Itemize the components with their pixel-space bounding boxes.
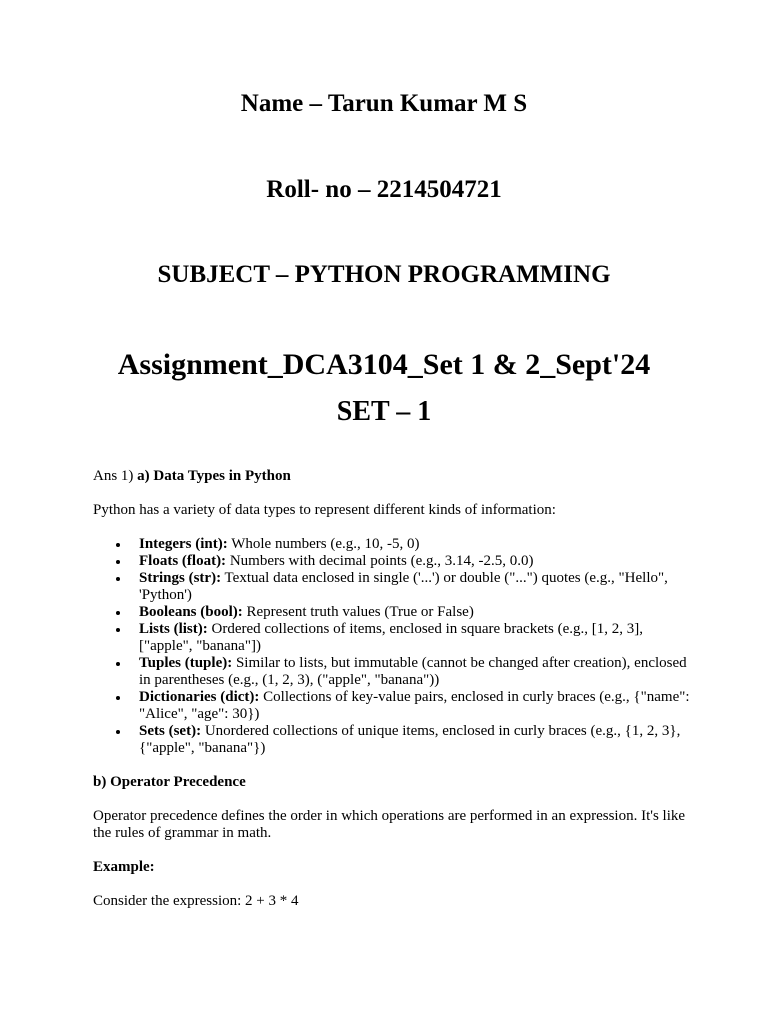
set-title: SET – 1 — [336, 396, 432, 427]
list-item-desc: Similar to lists, but immutable (cannot be changed after creation), enclosed in parentheses (e.g., (1, 2, 3), ("apple", "banana")) — [139, 655, 687, 688]
list-item — [93, 604, 693, 621]
document-body — [93, 468, 693, 910]
list-item-desc: Ordered collections of items, enclosed in square brackets (e.g., [1, 2, 3], ["apple", "banana"]) — [139, 621, 644, 654]
list-item — [93, 536, 693, 553]
answer-title: a) Data Types in Python — [137, 468, 291, 484]
list-item — [93, 621, 693, 655]
list-item — [93, 655, 693, 689]
data-types-list — [93, 536, 693, 757]
list-item-term: Lists (list): — [139, 621, 208, 637]
assignment-title: Assignment_DCA3104_Set 1 & 2_Sept'24 — [117, 348, 651, 381]
list-item-desc: Textual data enclosed in single ('...') or double ("...") quotes (e.g., "Hello", 'Python') — [139, 570, 668, 603]
list-item-desc: Represent truth values (True or False) — [242, 604, 474, 620]
example-heading: Example: — [93, 859, 155, 875]
list-item-desc: Unordered collections of unique items, enclosed in curly braces (e.g., {1, 2, 3}, {"apple", "banana"}) — [139, 723, 681, 756]
list-item — [93, 570, 693, 604]
list-item-desc: Collections of key-value pairs, enclosed in curly braces (e.g., {"name": "Alice", "age": 30}) — [139, 689, 690, 722]
list-item-desc: Numbers with decimal points (e.g., 3.14, -2.5, 0.0) — [226, 553, 534, 569]
list-item-term: Dictionaries (dict): — [139, 689, 260, 705]
list-item-term: Booleans (bool): — [139, 604, 243, 620]
answer-heading — [93, 468, 693, 485]
list-item-term: Integers (int): — [139, 536, 228, 552]
list-item-desc: Whole numbers (e.g., 10, -5, 0) — [227, 536, 420, 552]
precedence-heading: b) Operator Precedence — [93, 774, 246, 790]
intro-paragraph: Python has a variety of data types to represent different kinds of information: — [93, 502, 556, 518]
student-name: Name – Tarun Kumar M S — [240, 90, 528, 117]
list-item — [93, 553, 693, 570]
list-item-term: Sets (set): — [139, 723, 202, 739]
list-item-term: Floats (float): — [139, 553, 227, 569]
list-item — [93, 689, 693, 723]
precedence-paragraph: Operator precedence defines the order in which operations are performed in an expression. It's like the rules of grammar in math. — [93, 808, 686, 841]
answer-prefix: Ans 1) — [93, 468, 138, 484]
subject-title: SUBJECT – PYTHON PROGRAMMING — [157, 261, 611, 288]
roll-number: Roll- no – 2214504721 — [266, 176, 502, 203]
list-item-term: Strings (str): — [139, 570, 222, 586]
example-paragraph: Consider the expression: 2 + 3 * 4 — [93, 893, 299, 909]
list-item — [93, 723, 693, 757]
list-item-term: Tuples (tuple): — [139, 655, 233, 671]
